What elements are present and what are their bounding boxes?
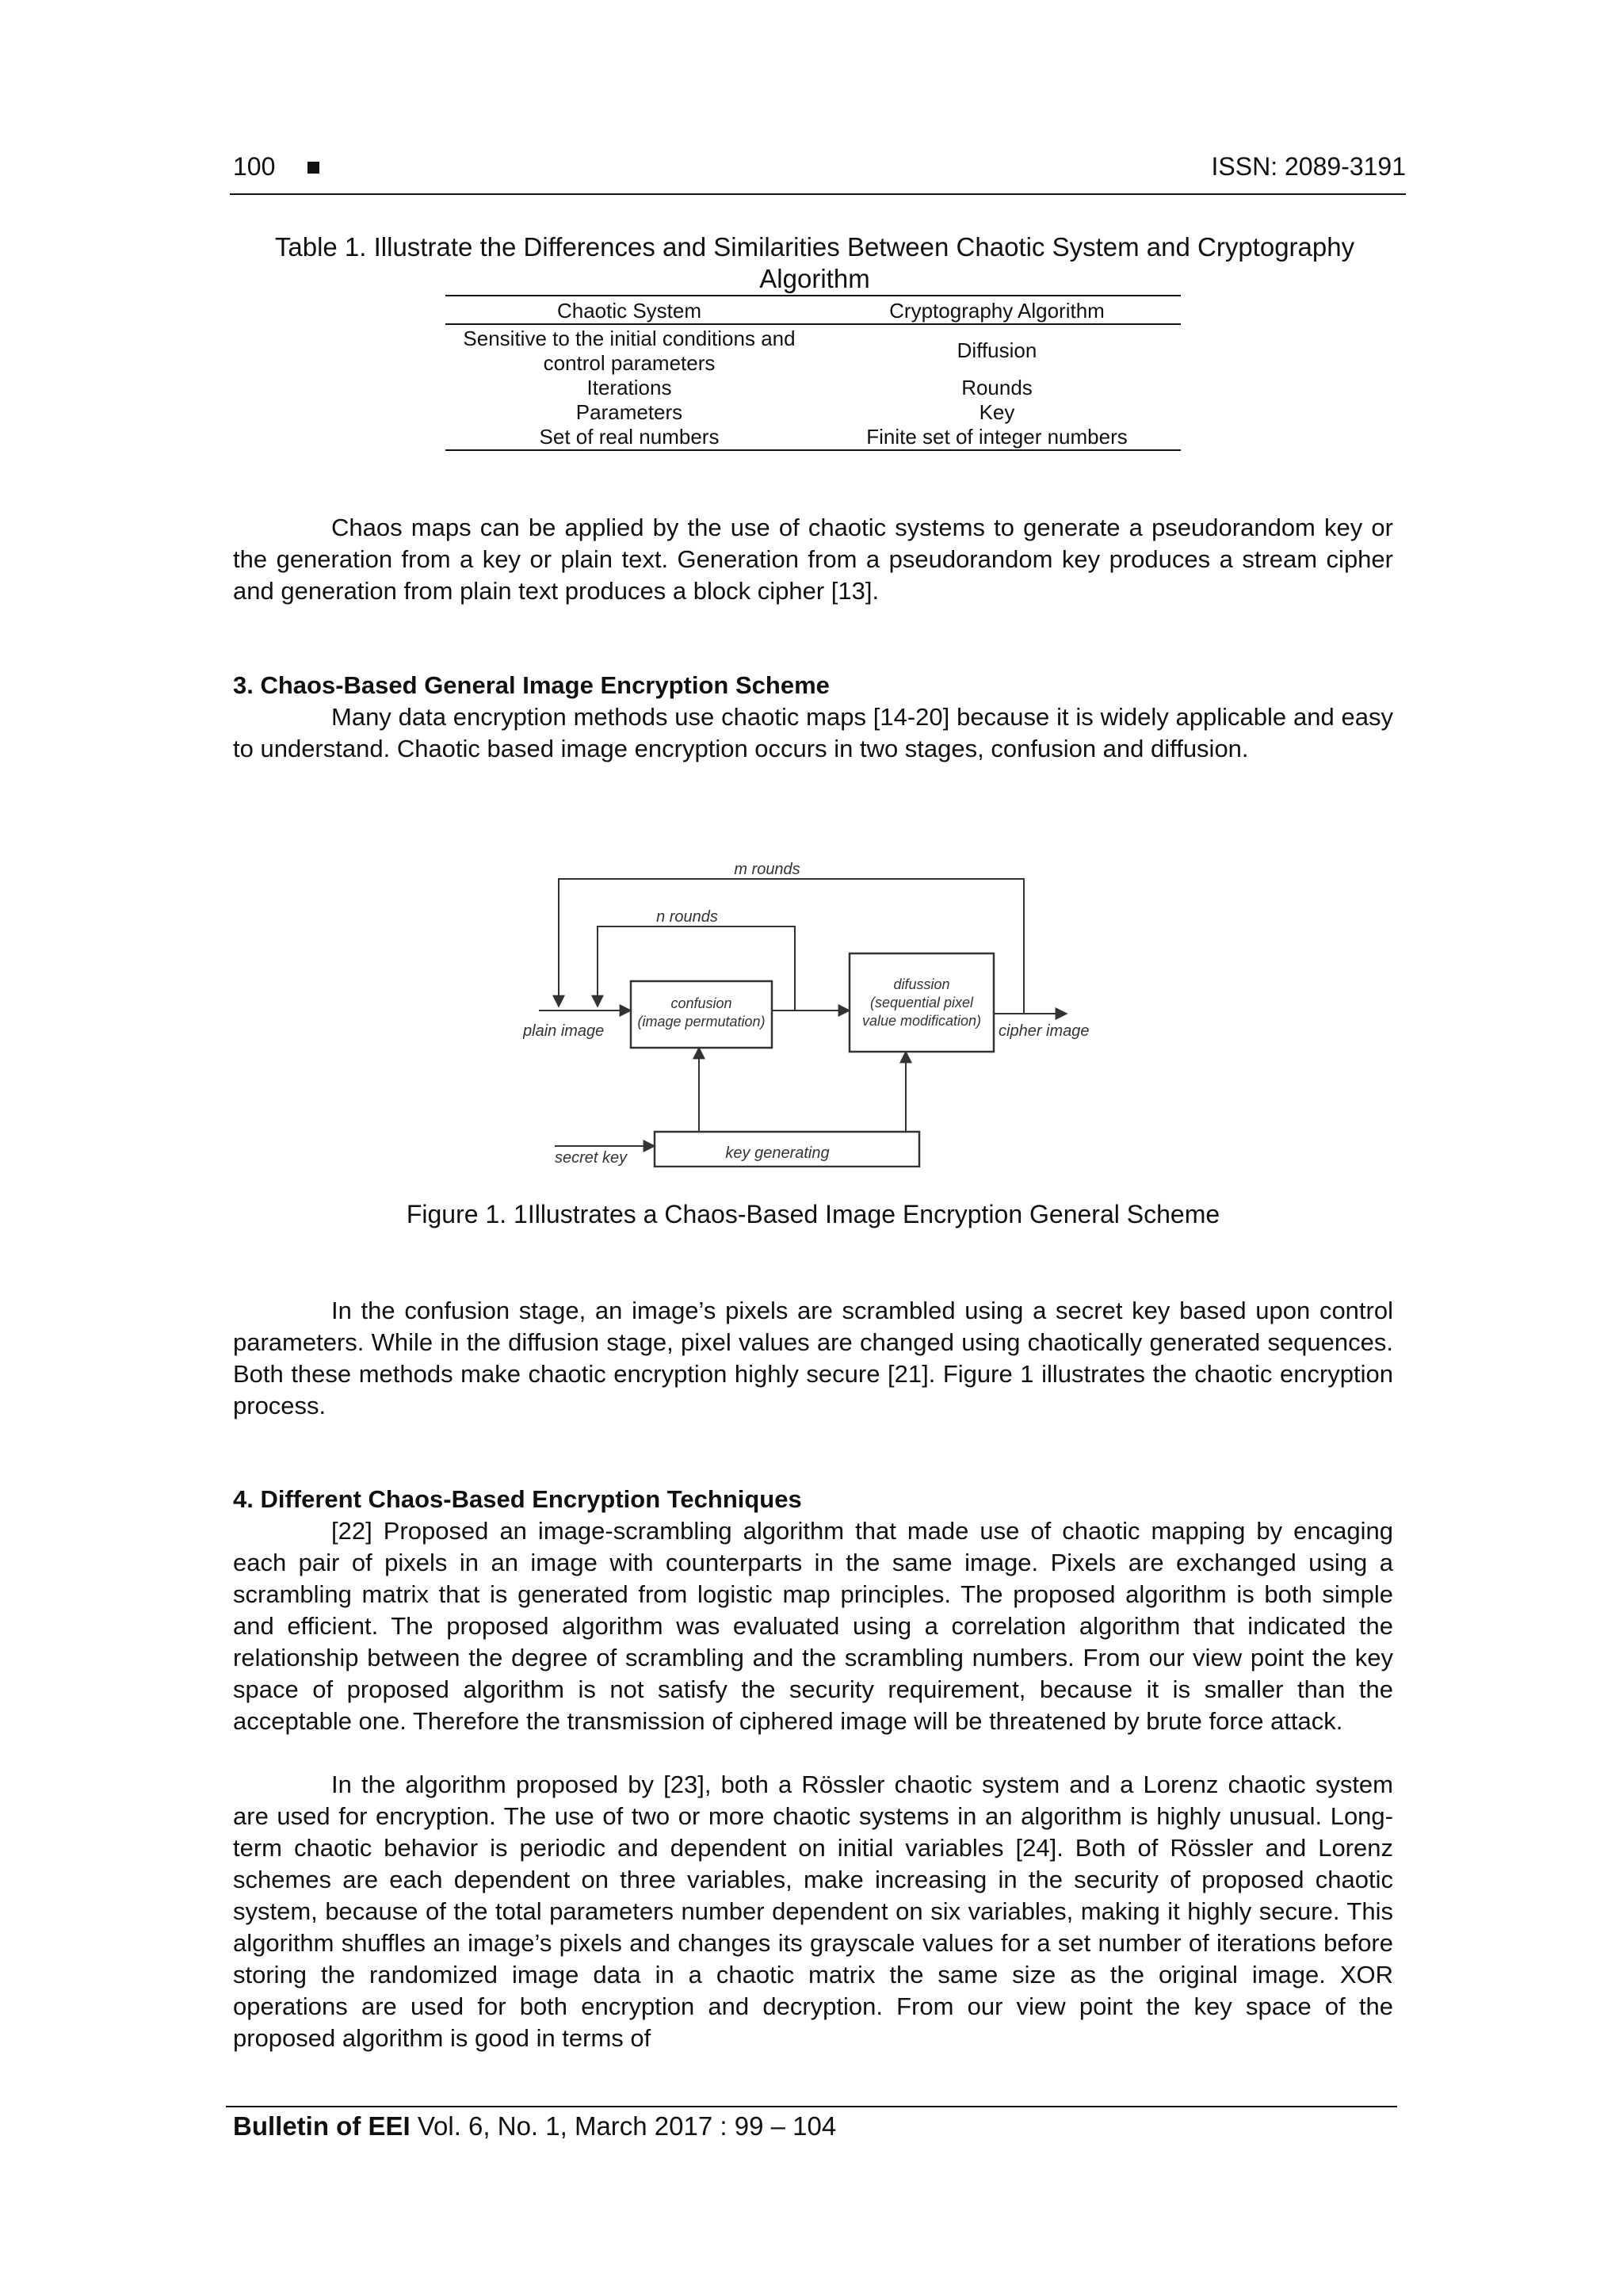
table-cell: Key	[979, 400, 1015, 424]
table-cell: Iterations	[586, 376, 672, 399]
black-square-icon	[307, 162, 319, 174]
table-caption: Table 1. Illustrate the Differences and Similarities Between Chaotic System and Cryptography Algorithm	[274, 232, 1355, 293]
encryption-scheme-diagram	[523, 852, 1109, 1167]
paragraph-chaos-maps: Chaos maps can be applied by the use of chaotic systems to generate a pseudorandom key or the generation from a key or plain text. Generation from a pseudorandom key produces a stream cipher and generation from plain text produces a block cipher [13].	[233, 514, 1393, 605]
section-3-heading: 3. Chaos-Based General Image Encryption Scheme	[233, 671, 830, 699]
table-row	[445, 425, 1181, 450]
column-header-cryptography-algorithm: Cryptography Algorithm	[889, 299, 1105, 323]
table-cell: Finite set of integer numbers	[866, 425, 1128, 449]
secret-key-label: secret key	[555, 1149, 628, 1167]
image-permutation-label: (image permutation)	[637, 1014, 766, 1030]
section-3-paragraph: Many data encryption methods use chaotic maps [14-20] because it is widely applicable and easy to understand. Chaotic based image encryption occurs in two stages, confusion and diffusion.	[233, 703, 1393, 762]
section-4-paragraph-1: [22] Proposed an image-scrambling algorithm that made use of chaotic mapping by encaging each pair of pixels in an image with counterparts in the same image. Pixels are exchanged using a scrambling matrix that is generated from logistic map principles. The proposed algorithm is both simple and efficient. The proposed algorithm was evaluated using a correlation algorithm that indicated the relationship between the degree of scrambling and the scrambling numbers. From our view point the key space of proposed algorithm is not satisfy the security requirement, because it is smaller than the acceptable one. Therefore the transmission of ciphered image will be threatened by brute force attack.	[233, 1517, 1393, 1735]
m-rounds-feedback-loop	[559, 879, 1024, 1014]
comparison-table	[445, 295, 1181, 451]
cipher-image-label: cipher image	[999, 1022, 1090, 1040]
table-row	[445, 324, 1181, 376]
key-generating-label: key generating	[725, 1144, 830, 1162]
journal-details: Vol. 6, No. 1, March 2017 : 99 – 104	[410, 2111, 837, 2141]
table-cell: Set of real numbers	[539, 425, 720, 449]
page-header	[233, 152, 1406, 193]
column-header-chaotic-system: Chaotic System	[556, 299, 702, 323]
section-4-heading: 4. Different Chaos-Based Encryption Techniques	[233, 1485, 802, 1513]
page-number: 100	[233, 152, 276, 181]
value-modification-label: value modification)	[861, 1013, 982, 1029]
section-4-paragraph-2: In the algorithm proposed by [23], both a Rössler chaotic system and a Lorenz chaotic system are used for encryption. The use of two or more chaotic systems in an algorithm is highly unusual. Long-term chaotic behavior is periodic and dependent on initial variables [24]. Both of Rössler and Lorenz schemes are each dependent on three variables, make increasing in the security of proposed chaotic system, because of the total parameters number dependent on six variables, making it highly secure. This algorithm shuffles an image’s pixels and changes its grayscale values for a set number of iterations before storing the randomized image data in a chaotic matrix the same size as the original image. XOR operations are used for both encryption and decryption. From our view point the key space of the proposed algorithm is good in terms of	[233, 1771, 1393, 2052]
plain-image-label: plain image	[523, 1022, 605, 1040]
issn-label: ISSN: 2089-3191	[1211, 152, 1406, 181]
sequential-pixel-label: (sequential pixel	[869, 995, 974, 1010]
table-row	[445, 376, 1181, 400]
m-rounds-label: m rounds	[734, 861, 800, 878]
table-cell: Rounds	[961, 376, 1033, 399]
table-cell: Parameters	[575, 400, 683, 424]
paragraph-confusion-stage: In the confusion stage, an image’s pixels are scrambled using a secret key based upon control parameters. While in the diffusion stage, pixel values are changed using chaotically generated sequences. Both these methods make chaotic encryption highly secure [21]. Figure 1 illustrates the chaotic encryption process.	[233, 1297, 1393, 1419]
confusion-label: confusion	[670, 995, 732, 1011]
table-cell: Sensitive to the initial conditions and control parameters	[463, 327, 796, 375]
table-cell: Diffusion	[957, 338, 1037, 362]
footer-rule	[226, 2106, 1397, 2107]
diffusion-label: difussion	[893, 976, 950, 992]
page-footer	[233, 2111, 836, 2141]
journal-name: Bulletin of EEI	[233, 2111, 411, 2141]
figure-caption: Figure 1. 1Illustrates a Chaos-Based Image Encryption General Scheme	[406, 1200, 1220, 1228]
table-header-row	[445, 296, 1181, 324]
n-rounds-label: n rounds	[656, 908, 718, 926]
header-rule	[230, 193, 1406, 195]
table-row	[445, 400, 1181, 425]
